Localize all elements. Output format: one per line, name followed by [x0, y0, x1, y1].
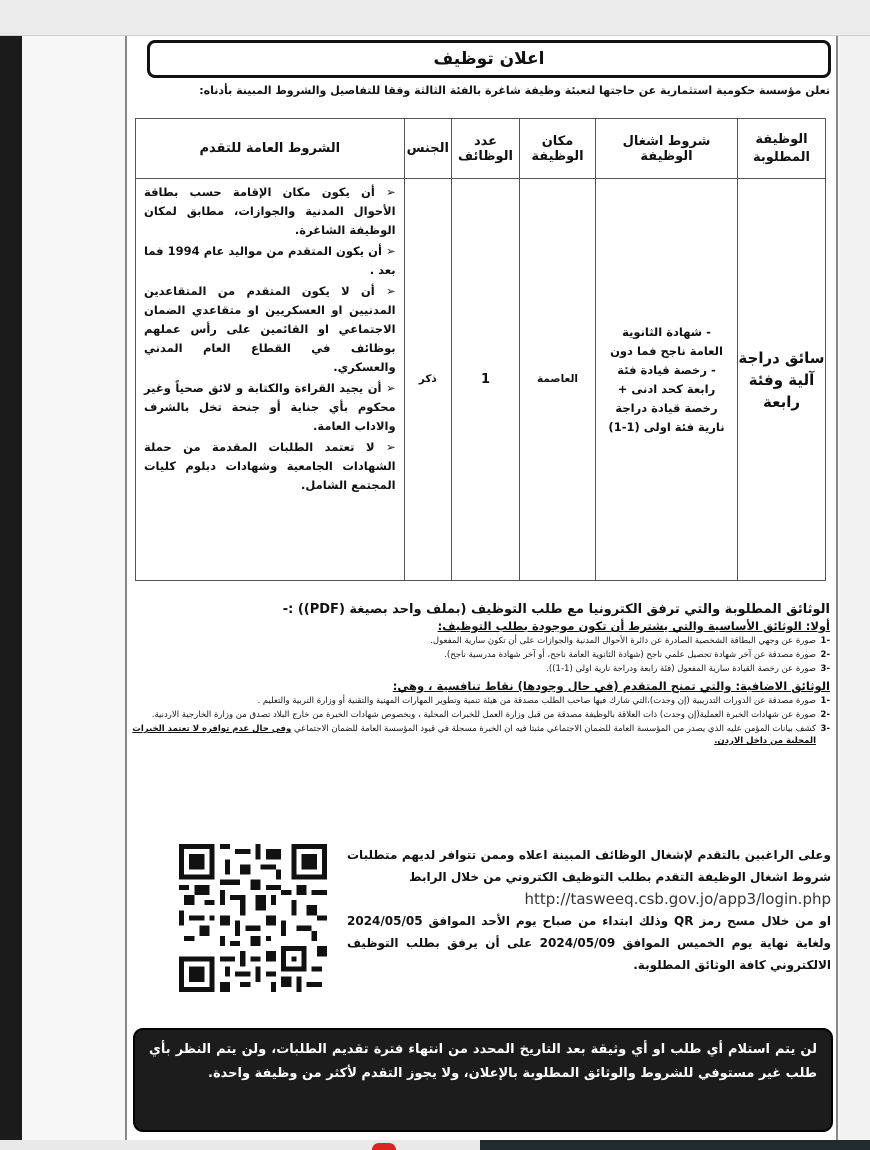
cell-count: 1 [452, 179, 520, 581]
general-condition-text: أن لا يكون المتقدم من المتقاعدين المدنيين او العسكريين او متقاعدي الضمان الاجتماعي او القائمين على رأس عملهم بوظائف في القطاع العام المدني والعسكري. [144, 284, 396, 374]
documents-title: الوثائق المطلوبة والتي ترفق الكترونيا مع طلب التوظيف (بملف واحد بصيغة (PDF)) :- [282, 602, 830, 617]
cell-job-conditions [596, 179, 738, 581]
red-logo-icon [372, 1143, 396, 1150]
item-text: صورة عن رخصة القيادة سارية المفعول (فئة رابعة ودراجة نارية اولى (1-1)). [546, 664, 816, 674]
item-number: -1 [820, 696, 830, 706]
header-general-conditions: الشروط العامة للتقدم [136, 119, 405, 179]
extra-document-item [126, 695, 830, 707]
extra-document-item [126, 709, 830, 721]
header-job-conditions: شروط اشغال الوظيفة [596, 119, 738, 179]
announcement-title-box [147, 40, 831, 78]
general-condition-item: ➢ أن يكون مكان الإقامة حسب بطاقة الأحوال المدنية والجوازات، مطابق لمكان الوظيفة الشاغرة. [144, 185, 396, 237]
item-number: -2 [820, 710, 830, 720]
general-condition-item: ➢ أن لا يكون المتقدم من المتقاعدين المدنيين او العسكريين او متقاعدي الضمان الاجتماعي او القائمين على رأس عملهم بوظائف في القطاع العام المدني والعسكري. [144, 284, 396, 374]
browser-top-bar [0, 0, 870, 36]
jobs-table [135, 118, 826, 581]
header-job: الوظيفة المطلوبة [738, 119, 826, 179]
bottom-dark-strip [480, 1140, 870, 1150]
intro-text: تعلن مؤسسة حكومية استثمارية عن حاجتها لتعبئة وظيفة شاغرة بالفئة الثالثة وفقا للتفاصيل والشروط المبينة بأدناه: [199, 84, 830, 97]
item-text: كشف بيانات المؤمن عليه الذي يصدر من المؤسسة العامة للضمان الاجتماعي مثبتا فيه ان الخبرة مسجلة في قيود المؤسسة العامة للضمان الاجتماعي [293, 724, 816, 734]
table-header-row [136, 119, 826, 179]
basic-document-item [126, 649, 830, 661]
job-condition-item: - شهادة الثانوية العامة ناجح فما دون [610, 324, 723, 358]
cell-job: سائق دراجة آلية وفئة رابعة [738, 179, 826, 581]
item-number: -3 [820, 724, 830, 734]
apply-text-2: او من خلال مسح رمز QR وذلك ابتداء من صباح يوم الأحد الموافق 2024/05/05 ولغاية نهاية يوم الخميس الموافق 2024/05/09 على أن يرفق بطلب التوظيف الالكتروني كافة الوثائق المطلوبة. [347, 914, 831, 972]
header-gender: الجنس [404, 119, 451, 179]
right-margin-strip [840, 36, 870, 1140]
basic-document-item [126, 635, 830, 647]
general-condition-text: لا تعتمد الطلبات المقدمة من حملة الشهادات الجامعية وشهادات دبلوم كليات المجتمع الشامل. [144, 440, 396, 492]
item-text: صورة مصدقة عن الدورات التدريبية (إن وجدت)،التي شارك فيها صاحب الطلب مصدقة من هيئة تنمية وتطوير المهارات المهنية والتقنية أو وزارة التربية والتعليم . [257, 696, 816, 706]
cell-general-conditions [136, 179, 405, 581]
item-number: -3 [820, 664, 830, 674]
apply-text-1: وعلى الراغبين بالتقدم لإشغال الوظائف المبينة اعلاه وممن تتوافر لديهم متطلبات شروط اشغال الوظيفة التقدم بطلب التوظيف الكتروني من خلال الرابط [347, 848, 831, 884]
footer-notice: لن يتم استلام أي طلب او أي وثيقة بعد التاريخ المحدد من انتهاء فترة تقديم الطلبات، ولن يتم النظر بأي طلب غير مستوفي للشروط والوثائق المطلوبة بالإعلان، ولا يجوز التقدم لأكثر من وظيفة واحدة. [133, 1028, 833, 1132]
extra-note: وفي حال عدم توافره لا تعتمد الخبرات المحلية من داخل الاردن. [132, 724, 816, 746]
basic-document-item [126, 663, 830, 675]
table-row [136, 179, 826, 581]
item-text: صورة عن وجهي البطاقة الشخصية الصادرة عن دائرة الأحوال المدنية والجوازات على أن تكون سارية المفعول. [430, 636, 816, 646]
qr-code-icon [179, 844, 327, 992]
extra-document-item [126, 723, 830, 747]
cell-location: العاصمة [520, 179, 596, 581]
item-number: -1 [820, 636, 830, 646]
extra-documents-heading: الوثائق الاضافية: والتي تمنح المتقدم (في حال وجودها) نقاط تنافسية ، وهي: [392, 679, 830, 693]
left-margin-strip [0, 36, 22, 1140]
header-count: عدد الوظائف [452, 119, 520, 179]
general-condition-text: أن يجيد القراءة والكتابة و لائق صحياً وغير محكوم بأي جناية أو جنحة تخل بالشرف والاداب العامة. [144, 381, 396, 433]
item-number: -2 [820, 650, 830, 660]
cell-gender: ذكر [404, 179, 451, 581]
general-condition-item: ➢ أن يجيد القراءة والكتابة و لائق صحياً وغير محكوم بأي جناية أو جنحة تخل بالشرف والاداب العامة. [144, 381, 396, 433]
required-documents-section [126, 602, 830, 749]
basic-documents-heading: أولا: الوثائق الأساسية والتي يشترط أن تكون موجودة بطلب التوظيف: [437, 619, 830, 633]
general-condition-text: أن يكون مكان الإقامة حسب بطاقة الأحوال المدنية والجوازات، مطابق لمكان الوظيفة الشاغرة. [144, 185, 396, 237]
item-text: صورة مصدقة عن آخر شهادة تحصيل علمي ناجح (شهادة الثانوية العامة ناجح، أو آخر شهادة مدرسية ناجح). [444, 650, 816, 660]
general-condition-item: ➢ لا تعتمد الطلبات المقدمة من حملة الشهادات الجامعية وشهادات دبلوم كليات المجتمع الشامل. [144, 440, 396, 492]
general-condition-text: أن يكون المتقدم من مواليد عام 1994 فما بعد . [144, 244, 396, 277]
general-condition-item: ➢ أن يكون المتقدم من مواليد عام 1994 فما بعد . [144, 244, 396, 277]
job-announcement-document [125, 36, 838, 1140]
header-location: مكان الوظيفة [520, 119, 596, 179]
announcement-title: اعلان توظيف [433, 49, 545, 69]
job-condition-item: - رخصة قيادة فئة رابعة كحد ادنى + رخصة قيادة دراجة نارية فئة اولى (1-1) [608, 362, 725, 434]
application-instructions [347, 844, 831, 976]
application-link[interactable]: http://tasweeq.csb.gov.jo/app3/login.php [524, 890, 831, 908]
item-text: صورة عن شهادات الخبرة العملية(إن وجدت) ذات العلاقة بالوظيفة مصدقة من قبل وزارة العمل للخبرات المحلية ، وبخصوص شهادات الخبرة من خارج البلاد تصدق من وزارة الخارجية الاردنية. [151, 710, 816, 720]
